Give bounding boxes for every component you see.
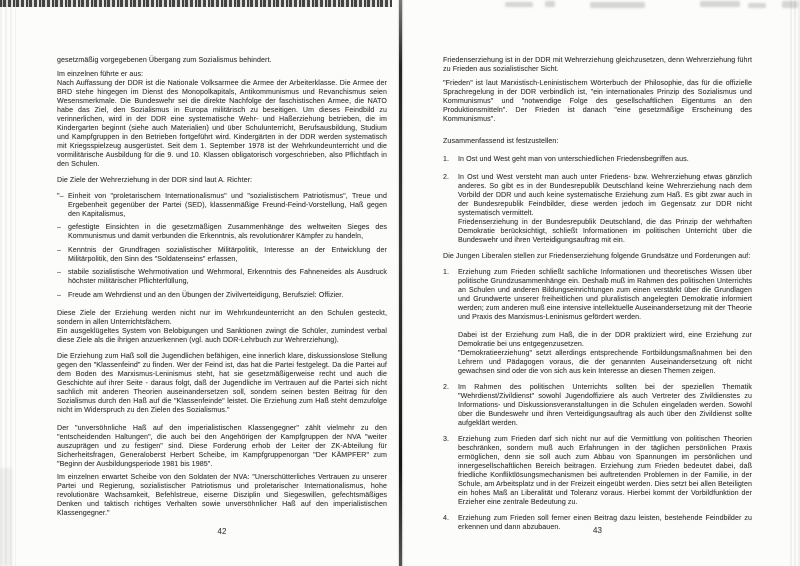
list-item [443,383,752,428]
list-item-text: Freude am Wehrdienst und an den Übungen der Zivilverteidigung, Berufsziel: Offizier. [68,290,344,299]
left-page [57,56,387,518]
list-marker: 2. [443,382,450,391]
book-gutter-line [399,0,402,566]
paragraph: Friedenserziehung ist in der DDR mit Wehrerziehung gleichzusetzen, denn Wehrerziehung führt zu Frieden aus sozialistischer Sicht. [443,56,752,73]
scan-streaks-right-edge [790,0,800,566]
paragraph: Der "unversöhnliche Haß auf den imperialistischen Klassengegner" zählt vielmehr zu den "entscheidenden Haltungen", die auch bei den Angehörigen der Kampfgruppen der NVA "weiter auszuprägen und zu festigen" sind. Diese Forderung erhob der Leiter der ZK-Abteilung für Sicherheitsfragen, Generaloberst Herbert Scheibe, im Kampfgruppenorgan "Der KÄMPFER" zum "Beginn der Ausbildungsperiode 1981 bis 1985". [57,423,387,468]
list-item-text: Erziehung zum Frieden soll ferner einen Beitrag dazu leisten, bestehende Feindbilder zu erkennen und dann abzubauen. [458,513,752,531]
list-item-text: Einheit von "proletarischem Internationalismus" und "sozialistischem Patriotismus", Treue und Ergebenheit gegenüber der Partei (SED), klassenmäßige Freund-Feind-Vorstellung, Haß gegen den Kapitalismus, [68,191,387,218]
scan-smudge [505,2,533,7]
list-item [57,291,387,300]
list-marker: "– [57,191,64,200]
paragraph: Die Ziele der Wehrerziehung in der DDR sind laut A. Richter: [57,175,253,184]
paragraph: "Frieden" ist laut Marxistisch-Leninistischem Wörterbuch der Philosophie, das für die offizielle Sprachregelung in der DDR verbindlich ist, "ein internationales Prinzip des Sozialismus und Kommunismus" und "notwendige Folge des gesellschaftlichen Eigentums an den Produktionsmitteln". Der Frieden ist danach "eine gesetzmäßige Erscheinung des Kommunismus". [443,78,752,123]
paragraph: Die Jungen Liberalen stellen zur Friedenserziehung folgende Grundsätze und Forderungen auf: [443,251,751,260]
list-marker: 1. [443,267,450,276]
list-item-text: In Ost und West versteht man auch unter Friedens- bzw. Wehrerziehung etwas gänzlich anderes. So gibt es in der Bundesrepublik Deutschland keine Wehrerziehung nach dem Vorbild der DDR und auch keine systematische Erziehung zum Haß. Es gibt zwar auch in der Bundesrepublik Feindbilder, diese werden jedoch im Gegensatz zur DDR nicht systematisch vermittelt. [458,172,752,217]
list-item [57,246,387,264]
scan-smudge-bottom-left [0,468,12,566]
continuation: Dabei ist der Erziehung zum Haß, die in der DDR praktiziert wird, eine Erziehung zur Demokratie bei uns entgegenzusetzen. [458,330,752,348]
scan-smudge [782,1,798,8]
scan-smudge [700,1,740,7]
scan-smudge [748,3,766,8]
list-item [57,192,387,219]
list-marker: 4. [443,513,450,522]
paragraph: Im einzelnen erwartet Scheibe von den Soldaten der NVA: "Unerschütterliches Vertrauen zu unserer Partei und Regierung, sozialistischer Patriotismus und proletarischer Internationalismus, hohe revolutionäre Wachsamkeit, Befehlstreue, eiserne Disziplin und Siegeswillen, gefechtsmäßiges Denken und taktisch richtiges Verhalten sowie unversöhnlicher Haß auf den imperialistischen Klassengegner." [57,473,387,517]
continuation: Friedenserziehung in der Bundesrepublik Deutschland, die das Prinzip der wehrhaften Demokratie berücksichtigt, schließt Informationen im politischen Unterricht über die Bundeswehr und ihren Verteidigungsauftrag mit ein. [458,217,752,244]
list-marker: 2. [443,172,450,181]
paragraph: Ein ausgeklügeltes System von Belobigungen und Sanktionen zwingt die Schüler, zumindest verbal diese Ziele als die ihrigen anzuerkennen (vgl. auch DDR-Lehrbuch zur Wehrerziehung). [57,326,387,344]
list-item [443,155,752,164]
list-marker: – [57,268,62,276]
list-item-text: Im Rahmen des politischen Unterrichts sollten bei der speziellen Thematik "Wehrdienst/Zivildienst" sowohl Jugendoffiziere als auch Vertreter des Zivildienstes zu Informations- und Diskussionsveranstaltungen in die Schulen eingeladen werden. Sowohl über die Bundeswehr und ihren Verteidigungsauftrag als auch über den Zivildienst sollte aufgeklärt werden. [458,382,752,427]
paragraph: Zusammenfassend ist festzustellen: [443,136,559,145]
list-marker: – [57,290,62,299]
paragraph: gesetzmäßig vorgegebenen Übergang zum Sozialismus behindert. [57,56,272,64]
list-marker: 1. [443,154,450,163]
scan-smudge [545,1,555,7]
paragraph: Nach Auffassung der DDR ist die Nationale Volksarmee die Armee der Arbeiterklasse. Die Armee der BRD stehe hingegen im Dienst des Monopolkapitals, Antikommunismus und Revanchismus seien Wesensmerkmale. Die Bundeswehr sei die direkte Nachfolge der faschistischen Armee, die NATO habe das Ziel, den Sozialismus in Europa militärisch zu beseitigen. Um dieses Feindbild zu verinnerlichen, wird in der DDR eine systematische Wehr- und Haßerziehung betrieben, die im Kindergarten beginnt (siehe auch Materialien) und über Schulunterricht, Berufsausbildung, Studium und Kampfgruppen in den Betrieben fortgeführt wird. Kindergärten in der DDR werden systematisch mit Kriegsspielzeug ausgerüstet. Seit dem 1. September 1978 ist der Wehrkundeunterricht und die vormilitärische Ausbildung für die 9. und 10. Klassen obligatorisch vorgeschrieben, also Pflichtfach in den Schulen. [57,78,387,168]
scan-artifact-top-bar [0,0,392,7]
paragraph: Die Erziehung zum Haß soll die Jugendlichen befähigen, eine innerlich klare, diskussionslose Stellung gegen den "Klassenfeind" zu finden. Wer der Feind ist, das hat die Partei festgelegt. Da die Partei auf dem Boden des Marxismus-Leninismus steht, hat sie gesetzmäßigerweise recht und auch die Geschichte auf ihrer Seite - daraus folgt, daß der Jugendliche im Vertrauen auf die Partei sich nicht sachlich mit anderen Theorien auseinandersetzen soll, sondern seinen besten Beitrag für den Sozialismus durch den Haß auf die "Klassenfeinde" leistet. Die Erziehung zum Haß steht demzufolge nicht im Widerspruch zu den Zielen des Sozialismus." [57,351,387,414]
right-page [443,56,752,532]
list-item [57,223,387,241]
list-item [57,268,387,286]
page-number-right: 43 [593,526,602,535]
continuation: "Demokratieerziehung" setzt allerdings entsprechende Fortbildungsmaßnahmen bei den Lehrern und Pädagogen voraus, die der genannten Auseinandersetzung oft nicht gewachsen sind oder die von sich aus kein Interesse an diesen Themen zeigen. [458,348,752,375]
page-number-left: 42 [217,527,227,536]
list-item-text: Kenntnis der Grundfragen sozialistischer Militärpolitik, Interesse an der Entwicklung der Militärpolitik, den Sinn des "Soldatenseins" erfassen, [68,245,387,263]
list-item-text: Erziehung zum Frieden darf sich nicht nur auf die Vermittlung von politischen Theorien beschränken, sondern muß auch Erfahrungen in der täglichen persönlichen Praxis ermöglichen, denn sie soll auch zum Abbau von Spannungen im persönlichen und innergesellschaftlichen Bereich beitragen. Erziehung zum Frieden bedeutet dabei, daß friedliche Konfliktlösungsmechanismen bei auftretenden Problemen in der Familie, in der Schule, am Arbeitsplatz und in der Freizeit eingeübt werden. Dies setzt bei allen Beteiligten ein hohes Maß an Liberalität und Toleranz voraus. Hierbei kommt der Vorbildfunktion der Erzieher eine zentrale Bedeutung zu. [458,434,752,506]
list-item-text: Erziehung zum Frieden schließt sachliche Informationen und theoretisches Wissen über politische Grundzusammenhänge ein. Deshalb muß im Rahmen des politischen Unterrichts an Schulen und anderen Bildungseinrichtungen zum einen verstärkt über die Grundlagen und Grundwerte unserer freiheitlichen und pluralistisch angelegten Demokratie informiert werden; zum anderen muß eine intensive intellektuelle Auseinandersetzung mit der Theorie und Praxis des Marxismus-Leninismus gefördert werden. [458,267,752,321]
list-item [443,173,752,218]
paragraph: Diese Ziele der Erziehung werden nicht nur im Wehrkundeunterricht an den Schulen gesteckt, sondern in allen Unterrichtsfächern. [57,308,387,326]
list-item [443,435,752,507]
list-item-text: stabile sozialistische Wehrmotivation und Wehrmoral, Erkenntnis des Fahneneides als Ausdruck höchster militärischer Pflichterfüllung, [68,268,387,285]
scan-smudge [590,2,645,8]
list-marker: 3. [443,434,450,443]
paragraph: Im einzelnen führte er aus: [57,69,144,78]
list-marker: – [57,245,62,254]
list-item-text: In Ost und West geht man von unterschiedlichen Friedensbegriffen aus. [458,154,689,163]
list-item-text: gefestigte Einsichten in die gesetzmäßigen Zusammenhänge des weltweiten Sieges des Kommunismus und damit verbunden die Erkenntnis, als revolutionärer Kämpfer zu handeln, [68,223,387,240]
list-item [443,268,752,322]
list-marker: – [57,223,62,231]
